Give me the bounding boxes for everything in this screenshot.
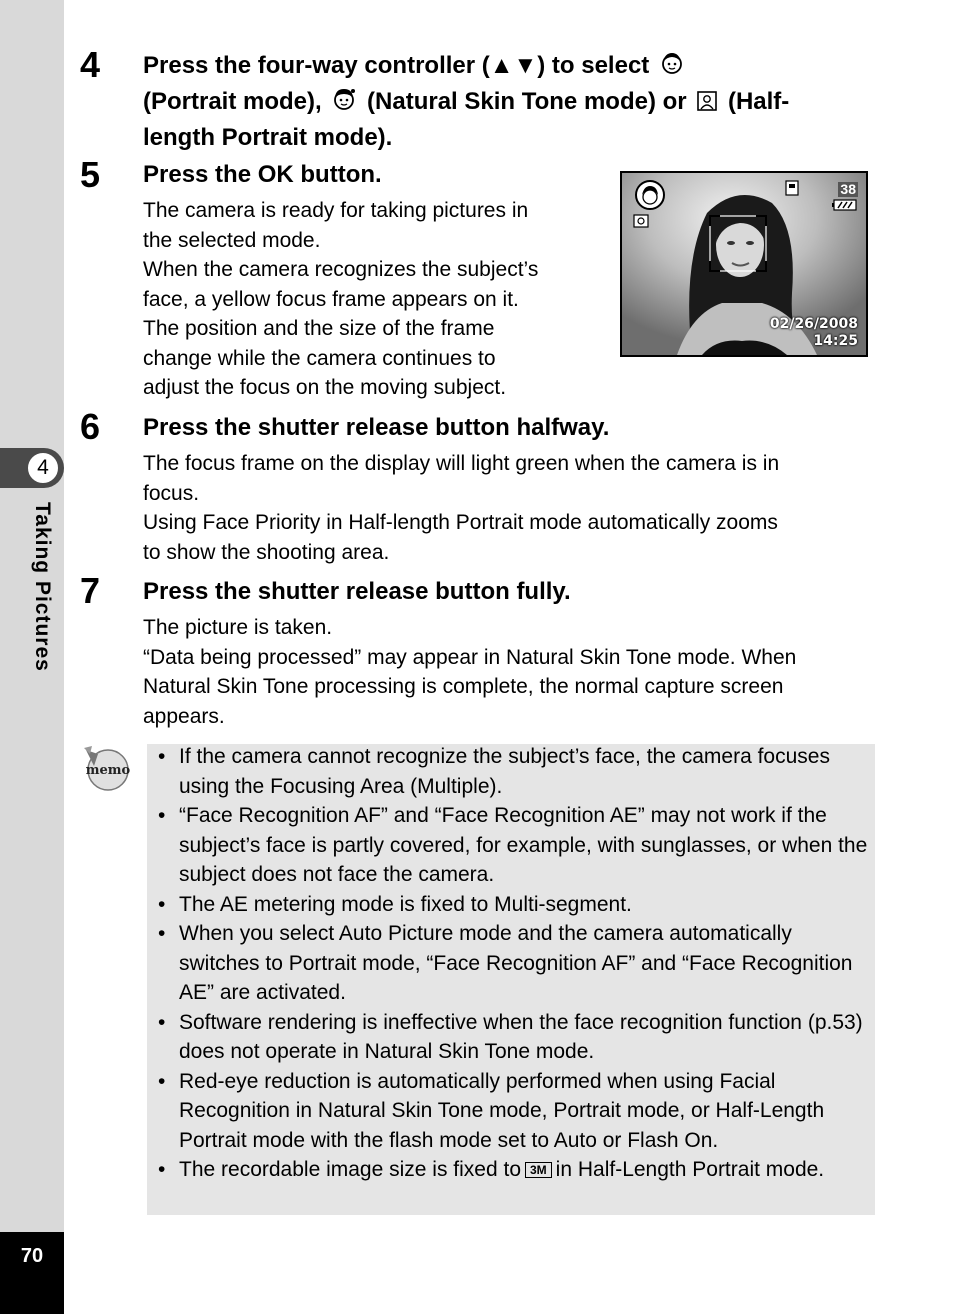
- lcd-datetime: 02/26/2008 14:25: [769, 316, 858, 349]
- memo-icon: [80, 744, 132, 797]
- memo-item: • Red-eye reduction is automatically performed when using Facial Recognition in Natural Skin Tone mode, Portrait mode, or Half-Length Portrait mode with the flash mode set to Auto or Flash On.: [158, 1069, 825, 1152]
- half-length-portrait-icon: [696, 88, 718, 121]
- memo-item: • The recordable image size is fixed to 3M in Half-Length Portrait mode.: [158, 1158, 825, 1181]
- step-6-body: The focus frame on the display will light green when the camera is in focus. Using Face Priority in Half-length Portrait mode automatically zooms to show the shooting area.: [143, 452, 780, 564]
- step-7-number: 7: [80, 570, 101, 611]
- chapter-title: Taking Pictures: [31, 502, 54, 672]
- step-6-number: 6: [80, 406, 101, 447]
- svg-text:memo: memo: [85, 763, 131, 778]
- portrait-mode-icon: [659, 50, 685, 85]
- natural-skin-tone-icon: [331, 86, 357, 121]
- step-4-number: 4: [80, 44, 101, 85]
- step-5-title: Press the OK button.: [143, 161, 382, 188]
- step-5-number: 5: [80, 154, 101, 195]
- image-size-3m-icon: 3M: [525, 1162, 552, 1178]
- memo-item: • Software rendering is ineffective when the face recognition function (p.53) does not operate in Natural Skin Tone mode.: [158, 1010, 863, 1063]
- memo-list: [158, 742, 870, 1185]
- memo-item: • The AE metering mode is fixed to Multi-segment.: [158, 892, 632, 916]
- camera-display-image: [620, 171, 868, 357]
- step-7-body: The picture is taken. “Data being processed” may appear in Natural Skin Tone mode. When Natural Skin Tone processing is complete, the normal capture screen appears.: [143, 616, 797, 728]
- memo-item: • When you select Auto Picture mode and the camera automatically switches to Portrait mode, “Face Recognition AF” and “Face Recognition AE” are activated.: [158, 922, 853, 1004]
- shots-remaining: 38: [840, 181, 856, 197]
- memo-item: • “Face Recognition AF” and “Face Recognition AE” may not work if the subject’s face is partly covered, for example, with sunglasses, or when the subject does not face the camera.: [158, 804, 868, 886]
- step-6-title: Press the shutter release button halfway.: [143, 414, 610, 441]
- memo-item: • If the camera cannot recognize the subject’s face, the camera focuses using the Focusing Area (Multiple).: [158, 745, 830, 798]
- page-number: 70: [20, 1245, 44, 1267]
- step-4-title: Press the four-way controller (▲▼) to select (Portrait mode), (Natural Skin Tone mode) or (Half- length Portrait mode).: [143, 52, 790, 151]
- step-7-title: Press the shutter release button fully.: [143, 578, 571, 605]
- chapter-number: 4: [26, 451, 60, 485]
- step-5-body: The camera is ready for taking pictures in the selected mode. When the camera recognizes the subject’s face, a yellow focus frame appears on it. The position and the size of the frame change while the camera continues to adjust the focus on the moving subject.: [143, 199, 539, 399]
